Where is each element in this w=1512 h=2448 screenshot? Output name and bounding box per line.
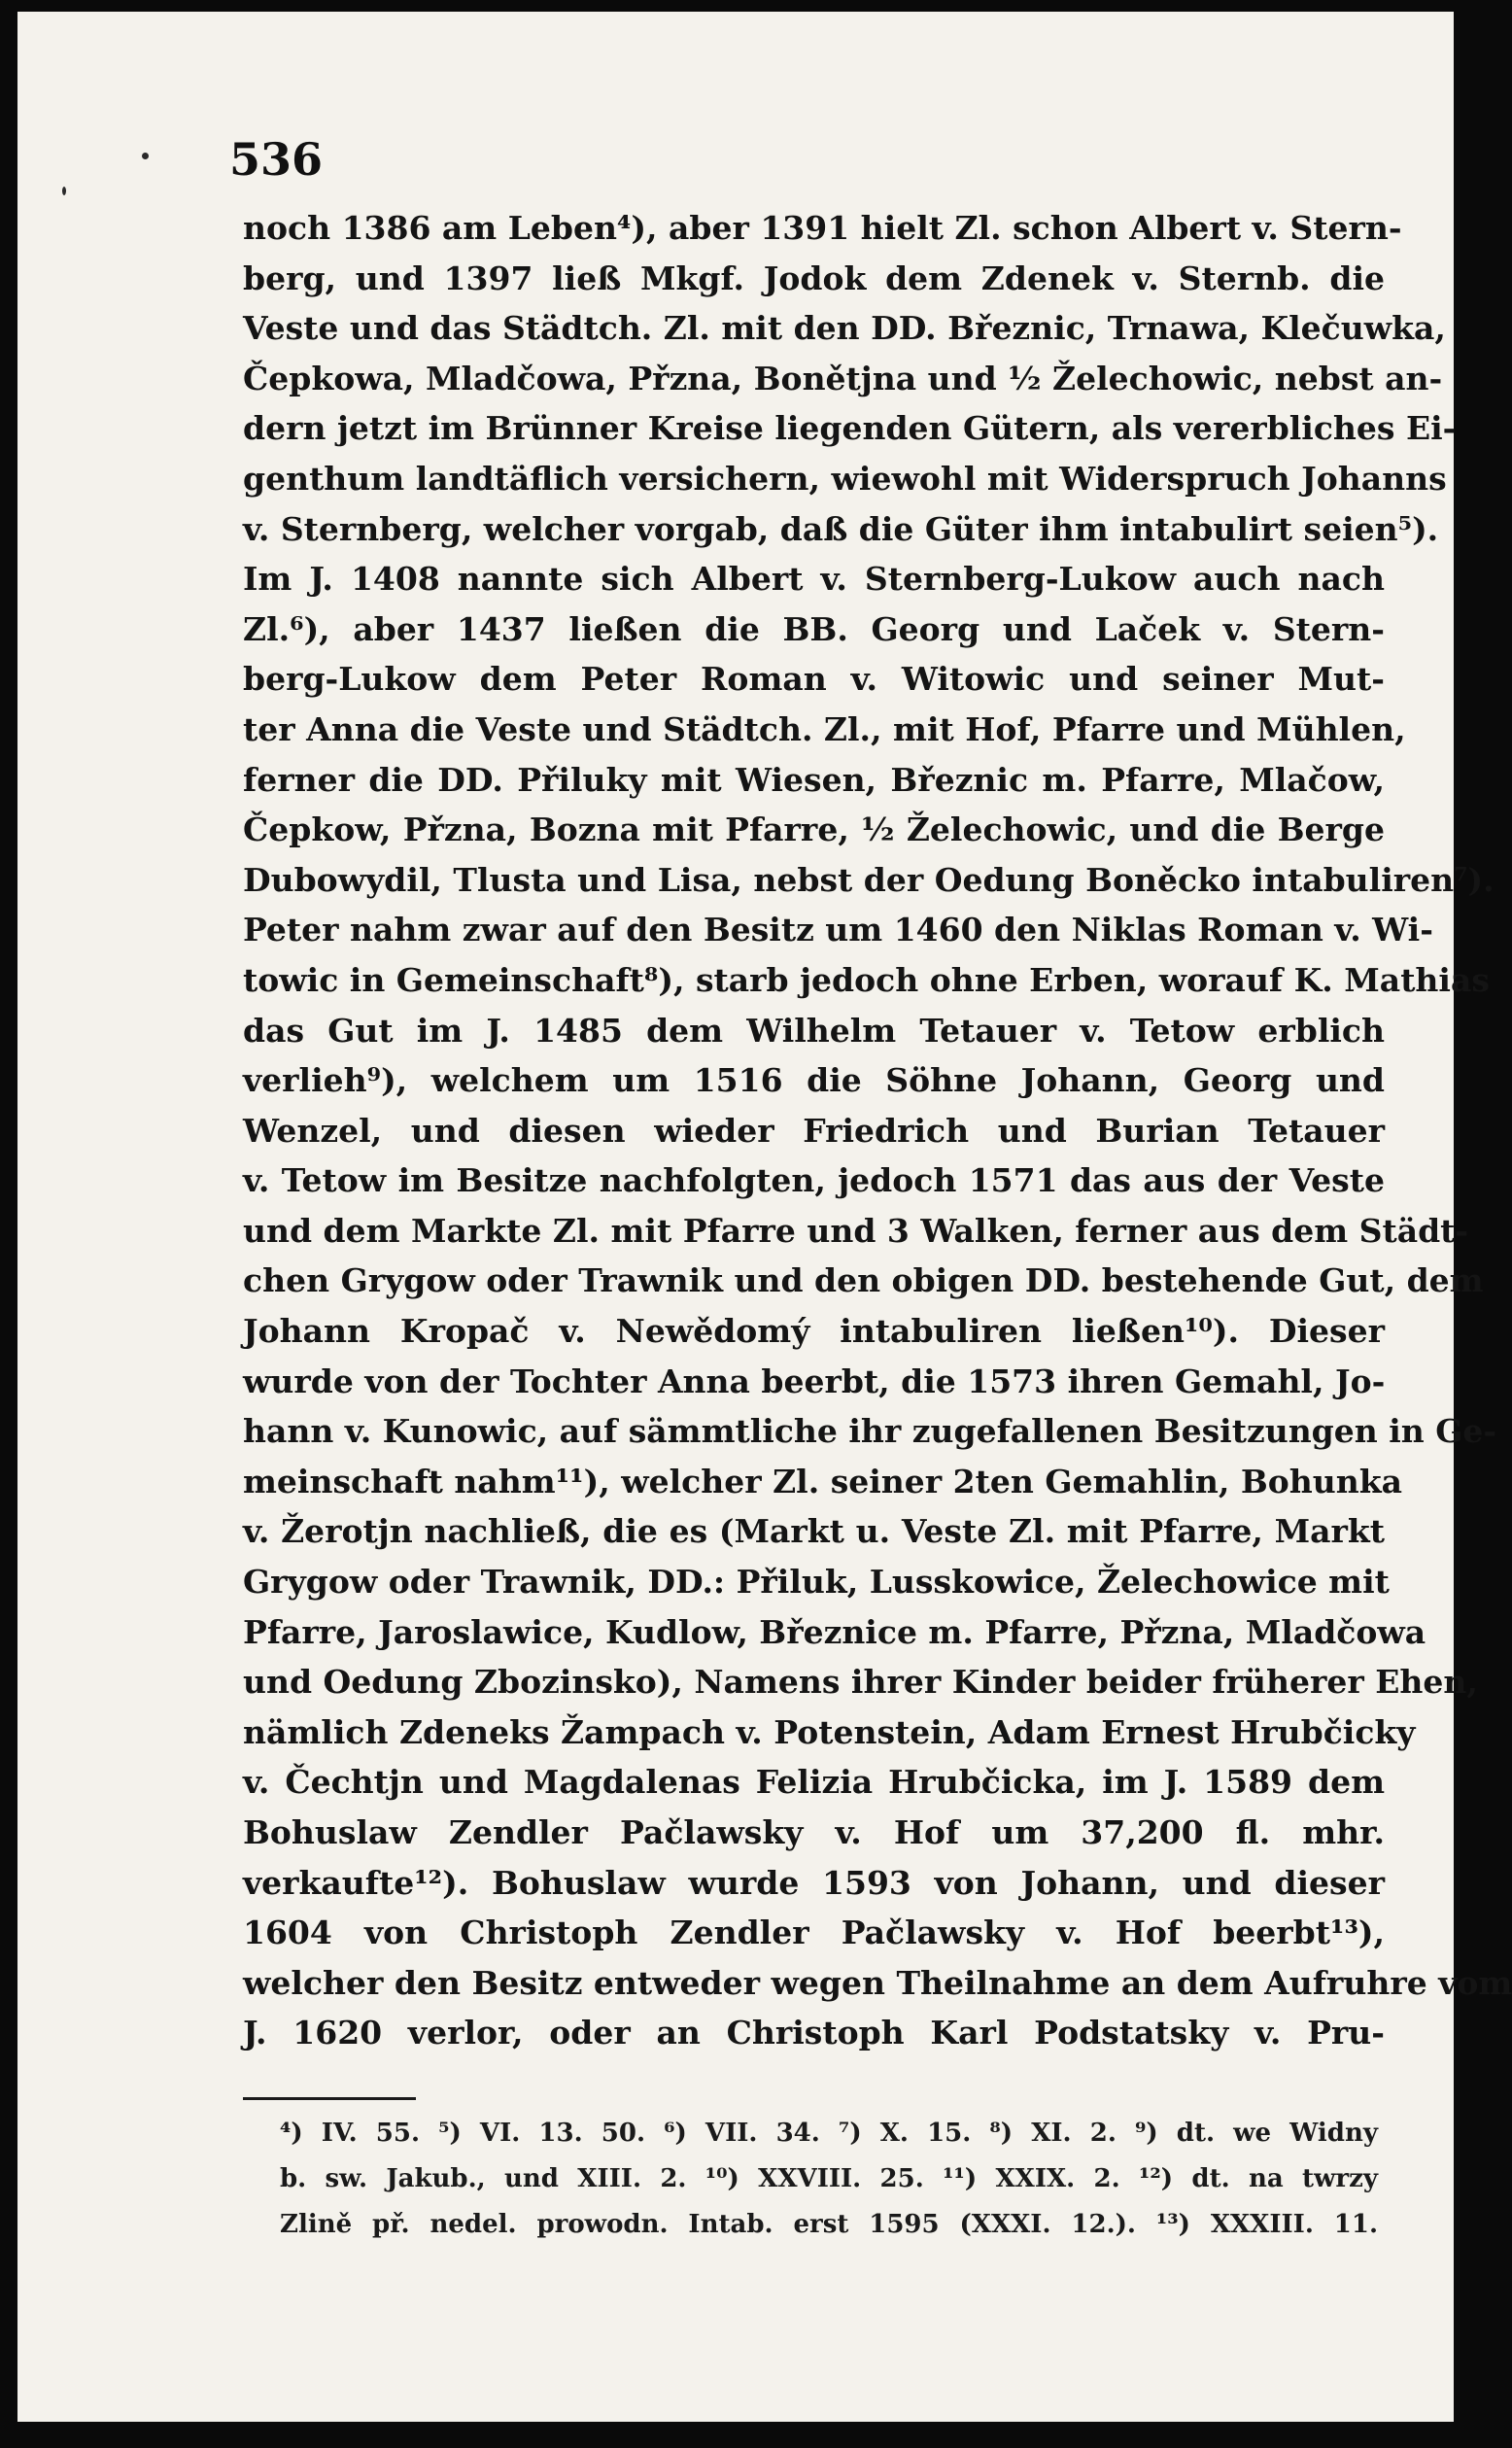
text-line: Dubowydil, Tlusta und Lisa, nebst der Oedung Boněcko intabuliren⁷).: [243, 860, 1495, 899]
text-line: Veste und das Städtch. Zl. mit den DD. Březnic, Trnawa, Klečuwka,: [243, 309, 1446, 348]
page-number: 536: [229, 133, 324, 186]
text-line: v. Sternberg, welcher vorgab, daß die Güter ihm intabulirt seien⁵).: [243, 509, 1439, 548]
text-line: chen Grygow oder Trawnik und den obigen DD. bestehende Gut, dem: [243, 1261, 1484, 1300]
text-line: ferner die DD. Přiluky mit Wiesen, Březnic m. Pfarre, Mlačow,: [243, 760, 1385, 799]
footnotes: [280, 2111, 1378, 2248]
text-line: noch 1386 am Leben⁴), aber 1391 hielt Zl. schon Albert v. Stern-: [243, 209, 1402, 247]
footnote-divider: [243, 2097, 416, 2100]
text-line: 1604 von Christoph Zendler Pačlawsky v. Hof beerbt¹³),: [243, 1914, 1385, 1952]
text-line: J. 1620 verlor, oder an Christoph Karl Podstatsky v. Pru-: [243, 2014, 1385, 2052]
scan-speck: [62, 187, 66, 195]
text-line: welcher den Besitz entweder wegen Theilnahme an dem Aufruhre vom: [243, 1963, 1512, 2002]
text-line: ter Anna die Veste und Städtch. Zl., mit Hof, Pfarre und Mühlen,: [243, 709, 1406, 748]
text-line: und dem Markte Zl. mit Pfarre und 3 Walken, ferner aus dem Städt-: [243, 1211, 1469, 1250]
text-line: Im J. 1408 nannte sich Albert v. Sternberg-Lukow auch nach: [243, 560, 1385, 599]
text-line: Wenzel, und diesen wieder Friedrich und Burian Tetauer: [243, 1111, 1385, 1150]
text-line: Bohuslaw Zendler Pačlawsky v. Hof um 37,200 fl. mhr.: [243, 1813, 1385, 1851]
text-line: berg, und 1397 ließ Mkgf. Jodok dem Zdenek v. Sternb. die: [243, 259, 1385, 297]
footnote-line: Zlině př. nedel. prowodn. Intab. erst 1595 (XXXI. 12.). ¹³) XXXIII. 11.: [280, 2210, 1378, 2239]
text-line: v. Žerotjn nachließ, die es (Markt u. Veste Zl. mit Pfarre, Markt: [243, 1512, 1385, 1551]
text-line: v. Čechtjn und Magdalenas Felizia Hrubčicka, im J. 1589 dem: [243, 1763, 1385, 1802]
text-line: verlieh⁹), welchem um 1516 die Söhne Johann, Georg und: [243, 1061, 1385, 1100]
text-line: hann v. Kunowic, auf sämmtliche ihr zugefallenen Besitzungen in Ge-: [243, 1412, 1497, 1451]
footnote-line: ⁴) IV. 55. ⁵) VI. 13. 50. ⁶) VII. 34. ⁷) X. 15. ⁸) XI. 2. ⁹) dt. we Widny: [280, 2119, 1378, 2148]
text-line: das Gut im J. 1485 dem Wilhelm Tetauer v. Tetow erblich: [243, 1011, 1385, 1050]
text-line: verkaufte¹²). Bohuslaw wurde 1593 von Johann, und dieser: [243, 1863, 1385, 1902]
text-line: dern jetzt im Brünner Kreise liegenden Gütern, als vererbliches Ei-: [243, 409, 1457, 448]
body-text: [243, 203, 1512, 2058]
text-line: Johann Kropač v. Newědomý intabuliren ließen¹⁰). Dieser: [243, 1312, 1385, 1351]
text-line: Grygow oder Trawnik, DD.: Přiluk, Lusskowice, Želechowice mit: [243, 1563, 1390, 1602]
text-line: meinschaft nahm¹¹), welcher Zl. seiner 2ten Gemahlin, Bohunka: [243, 1462, 1402, 1500]
text-line: Čepkowa, Mladčowa, Přzna, Bonětjna und ½ Želechowic, nebst an-: [243, 359, 1443, 397]
scan-speck: [142, 153, 149, 159]
footnote-line: b. sw. Jakub., und XIII. 2. ¹⁰) XXVIII. 25. ¹¹) XXIX. 2. ¹²) dt. na twrzy: [280, 2164, 1378, 2193]
text-line: towic in Gemeinschaft⁸), starb jedoch ohne Erben, worauf K. Mathias: [243, 960, 1490, 999]
text-line: und Oedung Zbozinsko), Namens ihrer Kinder beider früherer Ehen,: [243, 1663, 1478, 1702]
text-line: Čepkow, Přzna, Bozna mit Pfarre, ½ Želechowic, und die Berge: [243, 810, 1385, 849]
text-line: berg-Lukow dem Peter Roman v. Witowic und seiner Mut-: [243, 660, 1385, 699]
text-line: nämlich Zdeneks Žampach v. Potenstein, Adam Ernest Hrubčicky: [243, 1712, 1416, 1751]
text-line: genthum landtäflich versichern, wiewohl mit Widerspruch Johanns: [243, 459, 1447, 498]
text-line: Pfarre, Jaroslawice, Kudlow, Březnice m. Pfarre, Přzna, Mladčowa: [243, 1612, 1426, 1651]
text-line: wurde von der Tochter Anna beerbt, die 1573 ihren Gemahl, Jo-: [243, 1362, 1386, 1400]
text-line: Zl.⁶), aber 1437 ließen die BB. Georg und Laček v. Stern-: [243, 609, 1385, 648]
text-line: v. Tetow im Besitze nachfolgten, jedoch 1571 das aus der Veste: [243, 1161, 1385, 1200]
text-line: Peter nahm zwar auf den Besitz um 1460 den Niklas Roman v. Wi-: [243, 911, 1433, 949]
book-page: [17, 12, 1512, 2422]
